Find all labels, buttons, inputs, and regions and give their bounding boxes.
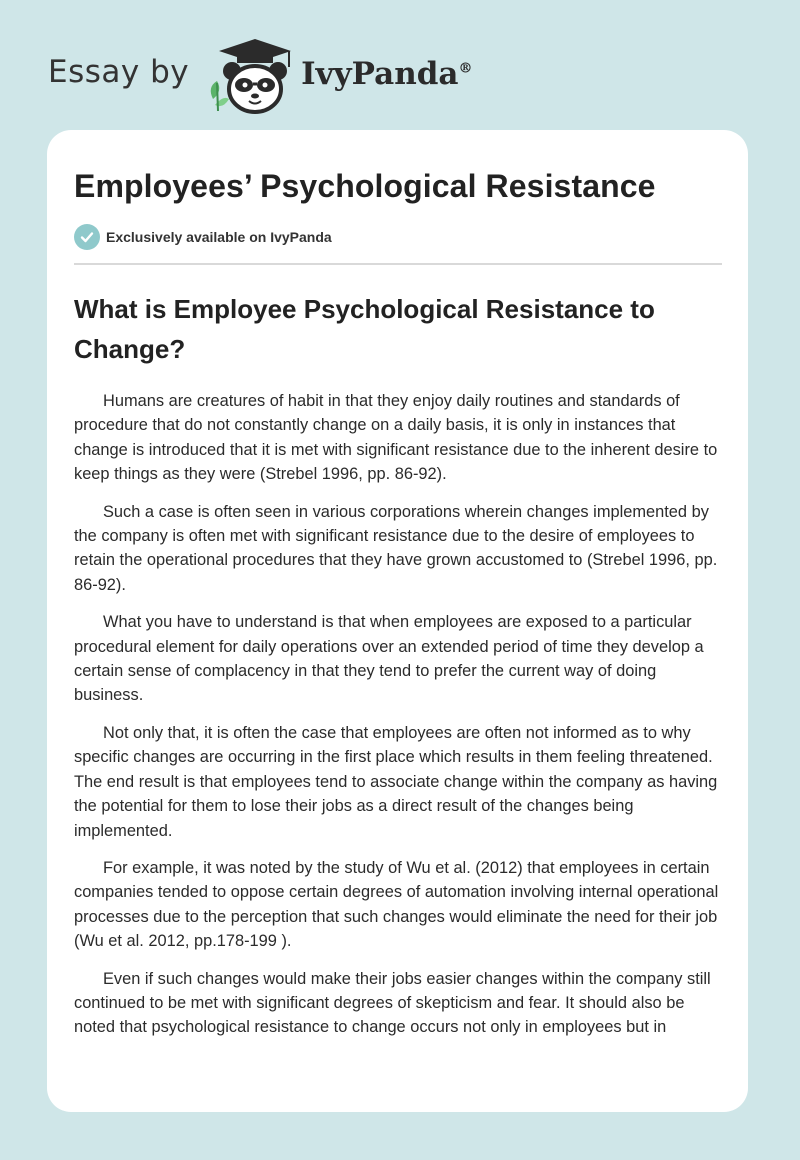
divider (74, 263, 722, 265)
exclusive-badge (74, 224, 722, 250)
paragraph: Even if such changes would make their jobs easier changes within the company still continued to be met with significant degrees of skepticism and fear. It should also be noted that psychological resistance to change occurs not only in employees but in (74, 969, 711, 1037)
paragraph: Not only that, it is often the case that employees are often not informed as to why specific changes are occurring in the first place which results in them feeling threatened. The end result is that employees tend to associate change within the company as having the potential for them to lose their jobs as a direct result of the changes being implemented. (74, 723, 718, 840)
page-title: Employees’ Psychological Resistance (74, 168, 656, 204)
site-header (48, 36, 473, 116)
exclusive-label: Exclusively available on IvyPanda (106, 229, 332, 245)
essay-body (74, 389, 722, 1040)
paragraph: Such a case is often seen in various corporations wherein changes implemented by the company is often met with significant resistance due to the desire of employees to retain the operational procedures that they have grown accustomed to (Strebel 1996, pp. 86-92). (74, 502, 718, 594)
paragraph: What you have to understand is that when employees are exposed to a particular procedural element for daily operations over an extended period of time they develop a certain sense of complacency in that they tend to prefer the current way of doing business. (74, 613, 704, 705)
brand-name[interactable]: IvyPanda® (301, 56, 473, 92)
registered-mark: ® (458, 60, 473, 77)
paragraph: For example, it was noted by the study of Wu et al. (2012) that employees in certain companies tended to oppose certain degrees of automation involving internal operational processes due to the perception that such changes would eliminate the need for their job (Wu et al. 2012, pp.178-199 ). (74, 858, 719, 951)
paragraph: Humans are creatures of habit in that they enjoy daily routines and standards of procedure that do not constantly change on a daily basis, it is only in instances that change is introduced that it is met with significant resistance due to the inherent desire to keep things as they were (Strebel 1996, pp. 86-92). (74, 392, 718, 484)
essay-by-label: Essay by (48, 54, 190, 90)
panda-graduate-icon (205, 37, 299, 115)
check-icon (74, 224, 100, 250)
essay-card (47, 130, 748, 1112)
section-heading: What is Employee Psychological Resistance to Change? (74, 294, 655, 364)
